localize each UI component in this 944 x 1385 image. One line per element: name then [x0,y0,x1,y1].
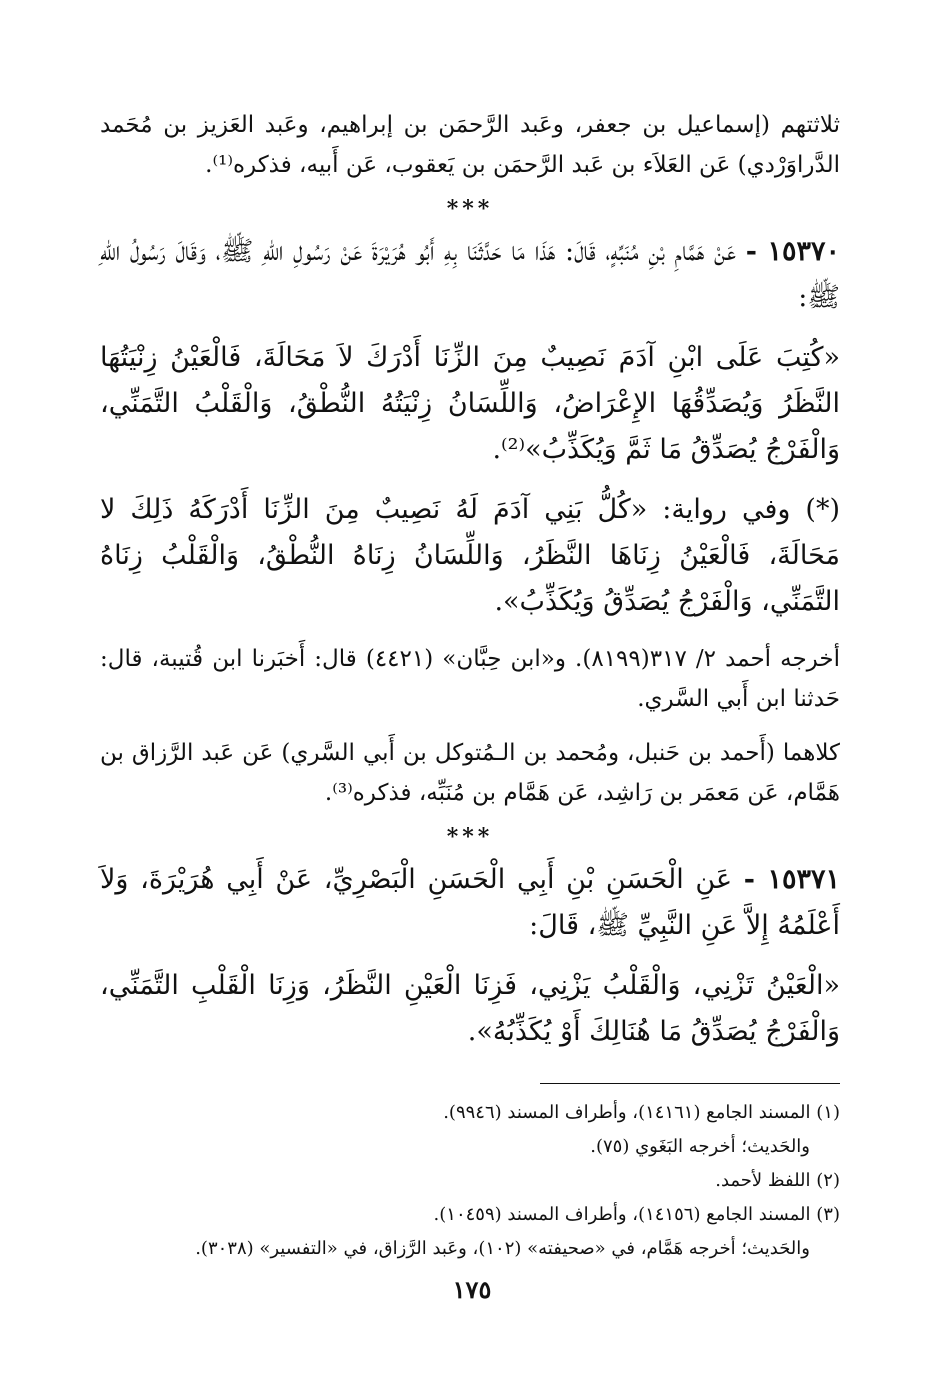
hadith-15370-riwaya: (*) وفي رواية: «كُلُّ بَنِي آدَمَ لَهُ نَصِيبٌ مِنَ الزِّنَا أَدْرَكَهُ ذَلِكَ لا مَحَالَةَ، فَالْعَيْنُ زِنَاهَا النَّظَرُ، وَاللِّسَانُ زِنَاهُ النُّطْقُ، وَالْقَلْبُ زِنَاهُ التَّمَنِّي، وَالْفَرْجُ يُصَدِّقُ وَيُكَذِّبُ». [100,494,840,617]
footnote: (١) المسند الجامع (١٤١٦١)، وأطراف المسند (٩٩٤٦). [443,1102,840,1123]
footnote: (٣) المسند الجامع (١٤١٥٦)، وأطراف المسند (١٠٤٥٩). [433,1204,840,1225]
hadith-isnad-text: عَنِ الْحَسَنِ بْنِ أَبِي الْحَسَنِ الْبَصْرِيِّ، عَنْ أَبِي هُرَيْرَةَ، وَلاَ أَعْلَمُهُ إِلاَّ عَنِ النَّبِيِّ ﷺ، قَالَ: [100,864,840,941]
hadith-number: ١٥٣٧١ - [743,864,840,895]
hadith-15371-isnad [100,857,840,949]
page-body [100,105,840,1266]
footnote-divider [540,1083,840,1084]
hadith-15370-isnad [100,229,840,321]
hadith-15371-matn: «الْعَيْنُ تَزْنِي، وَالْقَلْبُ يَزْنِي، فَزِنَا الْعَيْنِ النَّظَرُ، وَزِنَا الْقَلْبِ التَّمَنِّي، وَالْفَرْجُ يُصَدِّقُ مَا هُنَالِكَ أَوْ يُكَذِّبُهُ». [100,970,840,1047]
section-separator: *** [446,196,494,222]
footnote: والحَديث؛ أخرجه البَغَوي (٧٥). [590,1136,810,1157]
hadith-number: ١٥٣٧٠ - [745,236,840,267]
hadith-15370-sources: كلاهما (أَحمد بن حَنبل، ومُحمد بن الـمُتوكل بن أَبي السَّري) عَن عَبد الرَّزاق بن هَمَّام، عَن مَعمَر بن رَاشِد، عَن هَمَّام بن مُنَبِّه، فذكره⁽³⁾. [100,740,840,806]
hadith-15370-takhrij: أخرجه أحمد ٢/ ٣١٧(٨١٩٩). و«ابن حِبَّان» (٤٤٢١) قال: أَخبَرنا ابن قُتيبة، قال: حَدثنا ابن أَبي السَّري. [100,646,840,712]
footnote: (٢) اللفظ لأحمد. [715,1170,840,1191]
hadith-15370-matn: «كُتِبَ عَلَى ابْنِ آدَمَ نَصِيبٌ مِنَ الزِّنَا أَدْرَكَ لاَ مَحَالَةَ، فَالْعَيْنُ زِنْيَتُهَا النَّظَرُ وَيُصَدِّقُهَا الإِعْرَاضُ، وَاللِّسَانُ زِنْيَتُهُ النُّطْقُ، وَالْقَلْبُ التَّمَنِّي، وَالْفَرْجُ يُصَدِّقُ مَا ثَمَّ وَيُكَذِّبُ»⁽²⁾. [100,342,840,465]
footnotes [100,1096,840,1266]
footnote: والحَديث؛ أخرجه هَمَّام، في «صحيفته» (١٠٢)، وعَبد الرَّزاق، في «التفسير» (٣٠٣٨). [195,1238,810,1259]
intro-paragraph: ثلاثتهم (إسماعيل بن جعفر، وعَبد الرَّحمَن بن إبراهيم، وعَبد العَزيز بن مُحَمد الدَّراوَرْدي) عَن العَلاَء بن عَبد الرَّحمَن بن يَعقوب، عَن أَبيه، فذكره⁽¹⁾. [100,112,840,178]
section-separator: *** [446,824,494,850]
page-number: ١٧٥ [452,1275,492,1304]
hadith-isnad-text: عَنْ هَمَّامِ بْنِ مُنَبِّهٍ، قَالَ: هَذَا مَا حَدَّثَنَا بِهِ أَبُو هُرَيْرَةَ عَنْ رَسُولِ اللهِ ﷺ، وَقَالَ رَسُولُ اللهِ ﷺ: [100,236,840,313]
